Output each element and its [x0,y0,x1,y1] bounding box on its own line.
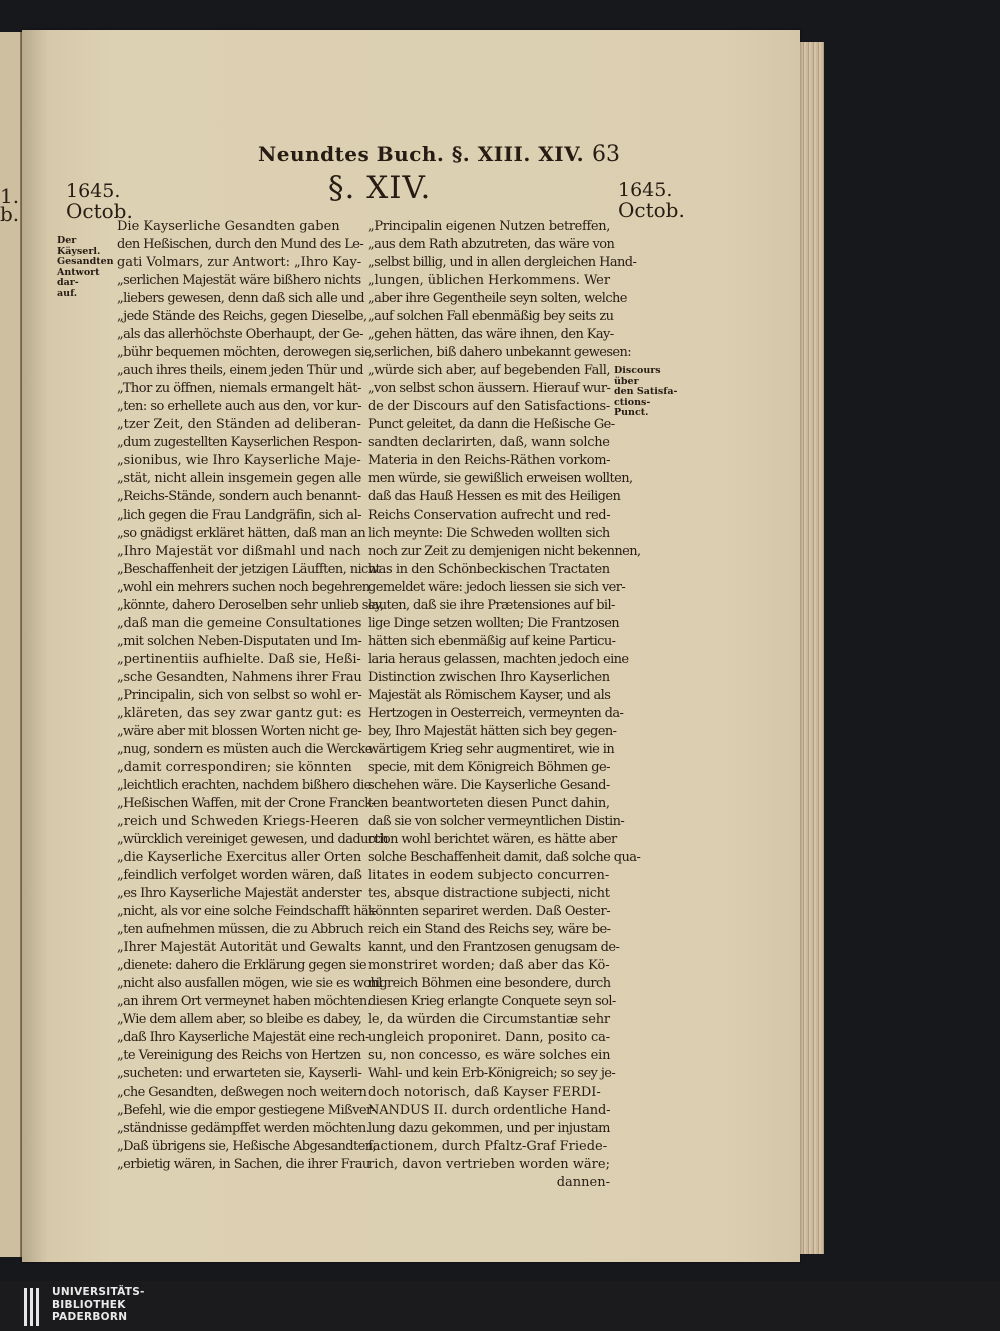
text-line: „sionibus, wie Ihro Kayserliche Maje- [117,453,361,469]
text-line: lung dazu gekommen, und per injustam [368,1120,610,1136]
text-line: ten beantworteten diesen Punct dahin, [368,796,610,811]
text-line: tes, absque distractione subjecti, nicht [368,886,610,902]
page-block-edge [796,42,824,1254]
text-line: de der Discours auf den Satisfactions- [368,399,611,415]
text-line: Hertzogen in Oesterreich, vermeynten da- [368,705,624,721]
text-line: daß das Hauß Hessen es mit des Heiligen [368,489,621,505]
running-head: Neundtes Buch. §. XIII. XIV. [258,142,585,166]
margin-note-line: Gesandten [57,256,114,267]
library-logo-icon [24,1288,44,1326]
text-line: „lich gegen die Frau Landgräfin, sich al- [117,507,362,523]
text-line: „Ihrer Majestät Autorität und Gewalts [117,940,362,956]
text-line: „lungen, üblichen Herkommens. Wer [368,273,610,289]
text-line: „Wie dem allem aber, so bleibe es dabey, [117,1012,362,1028]
text-line: ction wohl berichtet wären, es hätte aber [368,832,617,848]
right-date-month: Octob. [618,198,685,222]
left-date-month: Octob. [66,199,133,223]
text-line: nigreich Böhmen eine besondere, durch [368,976,611,992]
text-line: „mit solchen Neben-Disputaten und Im- [117,633,362,649]
text-line: „Befehl, wie die empor gestiegene Mißver- [117,1102,376,1118]
text-line: „dienete: dahero die Erklärung gegen sie [117,958,366,974]
text-line: was in den Schönbeckischen Tractaten [368,561,610,577]
text-line: „aber ihre Gegentheile seyn solten, welche [368,291,627,307]
text-line: „Reichs-Stände, sondern auch benannt- [117,489,361,505]
text-line: „könnte, dahero Deroselben sehr unlieb sey, [117,597,384,613]
text-line: reich ein Stand des Reichs sey, wäre be- [368,922,611,938]
library-name-line: PADERBORN [52,1311,128,1323]
text-line: specie, mit dem Königreich Böhmen ge- [368,759,610,775]
margin-note-line: Der Käyserl. [57,235,101,257]
text-line: „Daß übrigens sie, Heßische Abgesandten, [117,1138,377,1154]
text-line: „Thor zu öffnen, niemals ermangelt hät- [117,381,361,397]
text-line: „Heßischen Waffen, mit der Crone Franck- [117,796,376,811]
text-line: „an ihrem Ort vermeynet haben möchten. [117,994,371,1010]
text-line: lauten, daß sie ihre Prætensiones auf bil- [368,597,615,613]
text-line: gemeldet wäre: jedoch liessen sie sich ver- [368,579,626,595]
text-line: „daß man die gemeine Consultationes [117,615,362,631]
text-line: „dum zugestellten Kayserlichen Respon- [117,435,362,451]
text-line: „Beschaffenheit der jetzigen Läufften, nicht [117,561,381,577]
text-line: könnten separiret werden. Daß Oester- [368,904,611,920]
text-line: NANDUS II. durch ordentliche Hand- [368,1102,611,1118]
text-line: diesen Krieg erlangte Conquete seyn sol- [368,994,616,1010]
text-line: „wäre aber mit blossen Worten nicht ge- [117,723,362,739]
text-line: „nicht, als vor eine solche Feindschafft hät- [117,904,377,920]
text-line: „pertinentiis aufhielte. Daß sie, Heßi- [117,651,361,667]
text-line: lich meynte: Die Schweden wollten sich [368,525,610,541]
text-line: „damit correspondiren; sie könnten [117,759,352,775]
left-margin-note [57,236,115,299]
text-line: factionem, durch Pfaltz-Graf Friede- [368,1138,608,1154]
text-line: „leichtlich erachten, nachdem bißhero die [117,777,371,793]
text-line: Die Kayserliche Gesandten gaben [117,219,340,234]
text-line: Distinction zwischen Ihro Kayserlichen [368,669,610,685]
text-line: gati Volmars, zur Antwort: „Ihro Kay- [117,255,362,271]
right-margin-note [614,366,682,419]
margin-note-line: auf. [57,287,78,299]
text-line: men würde, sie gewißlich erweisen wollten, [368,471,633,487]
left-date-year: 1645. [66,180,121,202]
text-line: kannt, und den Frantzosen genugsam de- [368,940,620,956]
text-line: sandten declarirten, daß, wann solche [368,435,610,451]
text-line: „daß Ihro Kayserliche Majestät eine rech- [117,1030,369,1046]
text-line: „jede Stände des Reichs, gegen Dieselbe, [117,309,367,325]
right-date-year: 1645. [618,179,673,201]
text-line: „es Ihro Kayserliche Majestät anderster [117,886,362,902]
text-line: lige Dinge setzen wollten; Die Frantzosen [368,615,620,631]
text-line: Materia in den Reichs-Räthen vorkom- [368,453,611,469]
text-line: „als das allerhöchste Oberhaupt, der Ge- [117,327,363,343]
text-line: „Principalin eigenen Nutzen betreffen, [368,219,610,234]
text-line: „aus dem Rath abzutreten, das wäre von [368,237,615,253]
text-line: „wohl ein mehrers suchen noch begehren [117,579,370,595]
margin-note-line: Antwort dar- [57,266,100,288]
text-line: Wahl- und kein Erb-Königreich; so sey je- [368,1066,616,1082]
margin-note-line: Discours über [614,365,661,387]
text-line: le, da würden die Circumstantiæ sehr [368,1012,610,1028]
text-line: „sucheten: und erwarteten sie, Kayserli- [117,1066,362,1082]
text-line: „ten: so erhellete auch aus den, vor kur- [117,399,362,415]
library-name [52,1286,145,1324]
text-line: „feindlich verfolget worden wären, daß [117,868,362,884]
text-line: ungleich proponiret. Dann, posito ca- [368,1030,611,1046]
library-name-line: UNIVERSITÄTS- [52,1286,145,1298]
text-line: „von selbst schon äussern. Hierauf wur- [368,381,611,397]
text-line: schehen wäre. Die Kayserliche Gesand- [368,777,610,793]
text-line: „ständnisse gedämpffet werden möchten. [117,1120,370,1136]
text-line: „nicht also ausfallen mögen, wie sie es wohl [117,976,382,992]
text-line: „sche Gesandten, Nahmens ihrer Frau [117,669,362,685]
text-line: hätten sich ebenmäßig auf keine Particu- [368,633,616,649]
text-line: „stät, nicht allein insgemein gegen alle [117,471,362,487]
text-line: „auf solchen Fall ebenmäßig bey seits zu [368,309,614,325]
text-line: monstriret worden; daß aber das Kö- [368,958,610,974]
text-line: „nug, sondern es müsten auch die Wercke [117,741,372,757]
text-line: „gehen hätten, das wäre ihnen, den Kay- [368,327,614,343]
text-line: bey, Ihro Majestät hätten sich bey gegen- [368,723,617,739]
text-line: noch zur Zeit zu demjenigen nicht bekennen, [368,543,641,559]
text-line: „liebers gewesen, denn daß sich alle und [117,291,364,307]
text-line: „che Gesandten, deßwegen noch weitern [117,1084,367,1100]
library-footer [0,1281,1000,1331]
text-line: „so gnädigst erkläret hätten, daß man an [117,525,366,541]
text-line: „würcklich vereiniget gewesen, und dadurch [117,832,388,848]
text-line: „auch ihres theils, einem jeden Thür und [117,363,363,379]
text-line: „erbietig wären, in Sachen, die ihrer Frau [117,1156,370,1172]
text-line: „serlichen, biß dahero unbekannt gewesen: [368,345,632,361]
margin-note-line: ctions-Punct. [614,396,651,418]
page-number: 63 [592,142,620,167]
right-date [618,180,685,220]
text-line: „Principalin, sich von selbst so wohl er- [117,687,362,703]
margin-note-line: den Satisfa- [614,386,678,397]
text-line: wärtigem Krieg sehr augmentiret, wie in [368,741,615,757]
text-line: Majestät als Römischem Kayser, und als [368,687,611,703]
text-line: „serlichen Majestät wäre bißhero nichts [117,273,361,289]
text-line: litates in eodem subjecto concurren- [368,868,610,884]
text-line: Reichs Conservation aufrecht und red- [368,507,611,523]
text-line: solche Beschaffenheit damit, daß solche qua- [368,850,641,866]
text-line: „selbst billig, und in allen dergleichen Hand- [368,255,637,271]
left-date [66,181,133,221]
previous-page-fragment: 1. [0,184,20,208]
previous-page-edge [0,32,22,1257]
text-line: laria heraus gelassen, machten jedoch eine [368,651,629,667]
text-line: rich, davon vertrieben worden wäre; [368,1156,610,1172]
text-line: „tzer Zeit, den Ständen ad deliberan- [117,417,361,433]
text-line: dannen- [556,1174,610,1190]
text-line: den Heßischen, durch den Mund des Le- [117,237,364,253]
text-line: „würde sich aber, auf begebenden Fall, [368,363,611,379]
text-line: „reich und Schweden Kriegs-Heeren [117,814,359,830]
text-line: doch notorisch, daß Kayser FERDI- [368,1084,601,1100]
library-name-line: BIBLIOTHEK [52,1298,126,1311]
text-line: „die Kayserliche Exercitus aller Orten [117,850,362,866]
section-title: §. XIV. [328,170,432,206]
text-line: „Ihro Majestät vor dißmahl und nach [117,543,361,559]
text-line: „ten aufnehmen müssen, die zu Abbruch [117,922,364,938]
text-line: „kläreten, das sey zwar gantz gut: es [117,705,362,721]
previous-page-fragment: b. [0,202,20,226]
text-line: su, non concesso, es wäre solches ein [368,1048,611,1064]
text-line: daß sie von solcher vermeyntlichen Distin- [368,814,625,830]
text-line: Punct geleitet, da dann die Heßische Ge- [368,417,615,433]
left-text-column [117,218,388,1174]
text-line: „te Vereinigung des Reichs von Hertzen [117,1048,361,1064]
text-line: „bühr bequemen möchten, derowegen sie [117,345,372,361]
